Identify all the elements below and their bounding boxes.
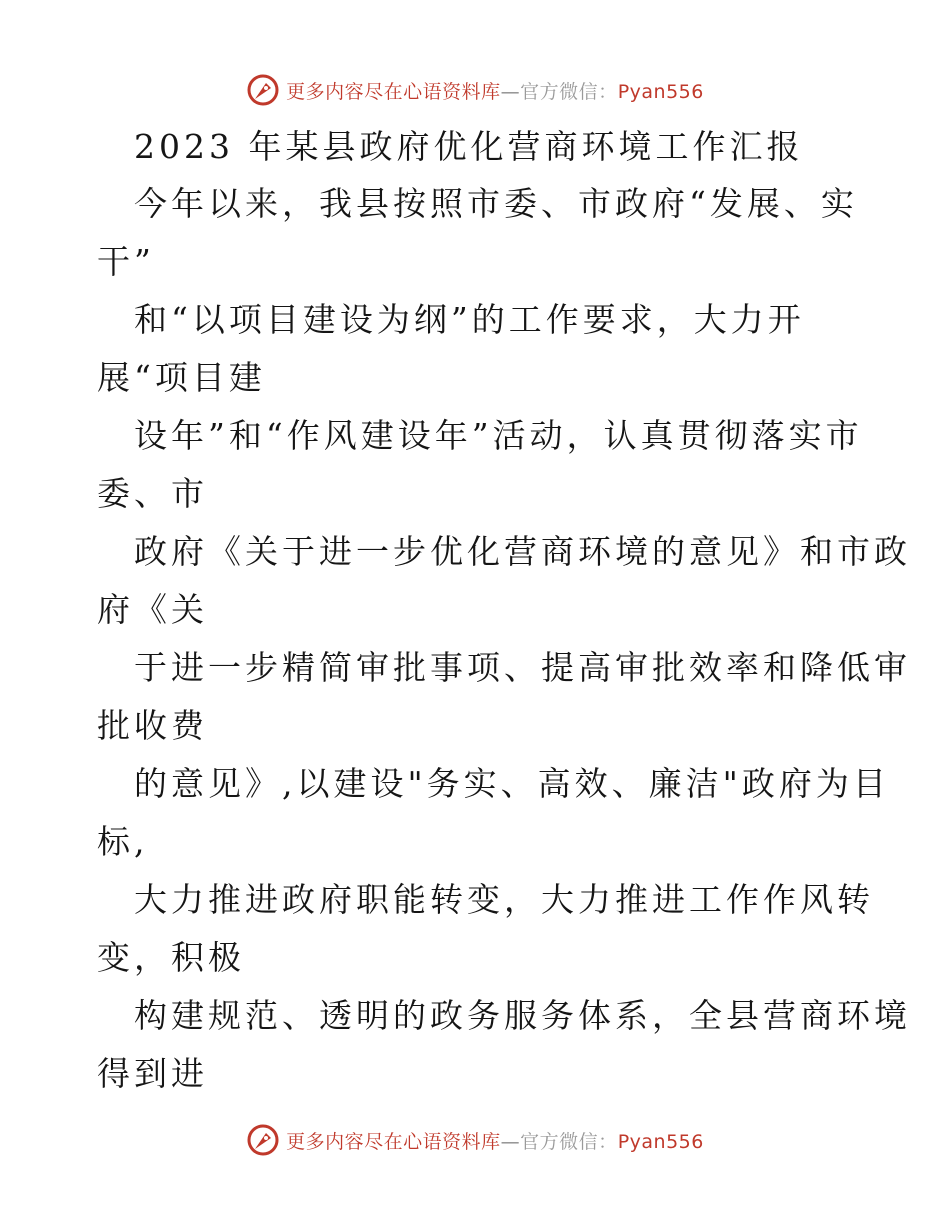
watermark-site: 更多内容尽在心语资料库 [286,1130,501,1153]
body-line: 于进一步精简审批事项、提高审批效率和降低审 [134,648,911,687]
header-watermark [0,70,950,110]
body-line: 批收费 [97,706,208,745]
pen-nib-circle-icon [246,73,280,107]
body-line: 变，积极 [97,938,245,977]
body-line: 府《关 [97,590,208,629]
watermark-site: 更多内容尽在心语资料库 [286,80,501,103]
body-line: 的意见》,以建设"务实、高效、廉洁"政府为目 [134,764,890,803]
watermark-text [286,77,704,104]
footer-watermark [0,1120,950,1160]
body-line: 政府《关于进一步优化营商环境的意见》和市政 [134,532,911,571]
body-line: 委、市 [97,474,208,513]
watermark-separator: — [500,80,521,103]
watermark-wechat-id: Pyan556 [617,80,704,103]
watermark-wechat-label: 官方微信： [520,1130,618,1153]
body-line: 干” [97,242,155,281]
watermark-text [286,1127,704,1154]
watermark-wechat-label: 官方微信： [520,80,618,103]
document-title: 2023 年某县政府优化营商环境工作汇报 [134,127,804,166]
body-line: 和“以项目建设为纲”的工作要求，大力开 [134,300,805,339]
watermark-separator: — [500,1130,521,1153]
body-line: 构建规范、透明的政务服务体系，全县营商环境 [134,996,911,1035]
watermark-wechat-id: Pyan556 [617,1130,704,1153]
body-line: 大力推进政府职能转变，大力推进工作作风转 [134,880,874,919]
body-line: 标, [97,822,149,861]
body-line: 展“项目建 [97,358,266,397]
body-line: 得到进 [97,1054,208,1093]
pen-nib-circle-icon [246,1123,280,1157]
body-line: 今年以来，我县按照市委、市政府“发展、实 [134,184,858,223]
body-line: 设年”和“作风建设年”活动，认真贯彻落实市 [134,416,863,455]
